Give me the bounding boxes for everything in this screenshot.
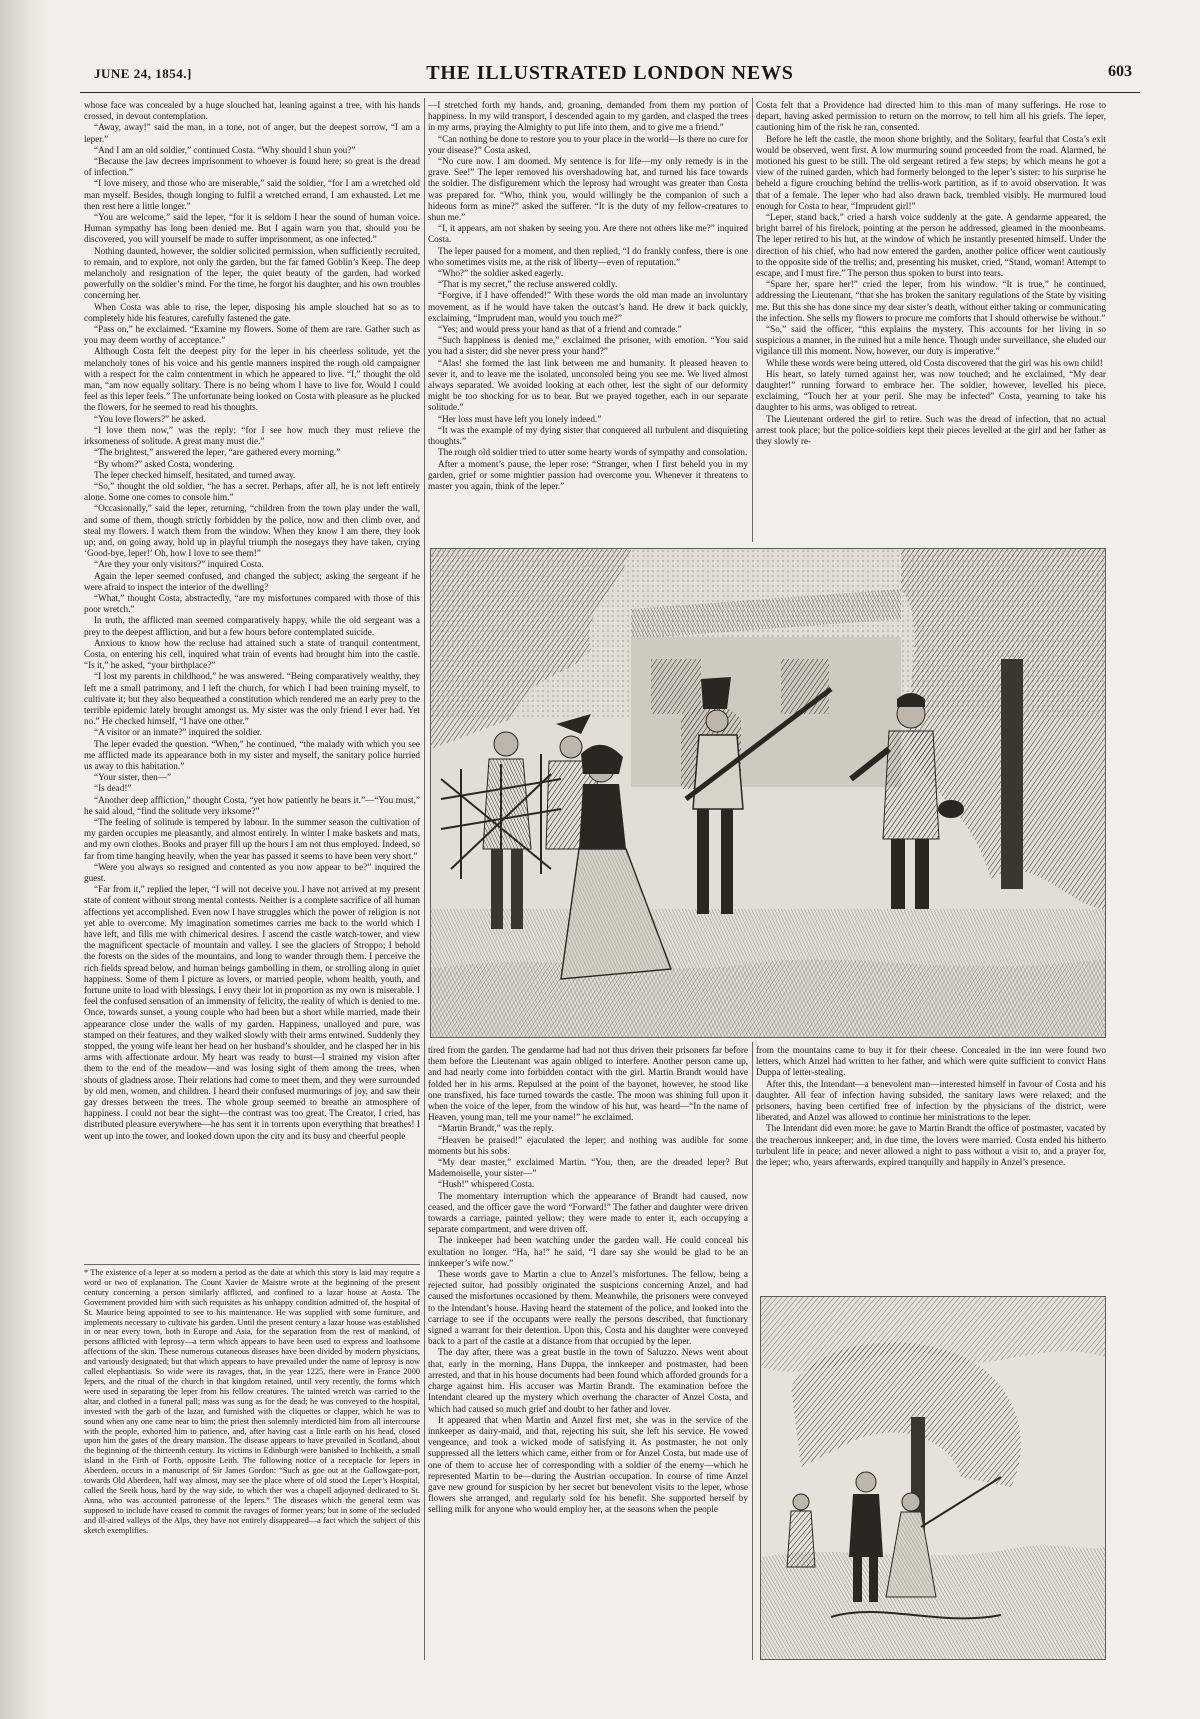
paragraph: These words gave to Martin a clue to Anzel’s misfortunes. The fellow, being a rejected suitor, had possibly originated the suspicions concerning Anzel, and had caused the misfortunes occasioned by them. Meanwhile, the prisoners were conveyed to the Intendant’s house. Having heard the statement of the police, and looked into the carriage to see if the occupants were really the persons described, that functionary signed a warrant for their detention. Upon this, Costa and his daughter were conveyed back to a part of the castle at a distance from that occupied by the leper. [428,1269,748,1347]
paragraph: Nothing daunted, however, the soldier solicited permission, when sufficiently recruited, to remain, and to explore, not only the garden, but the far famed Goblin’s Keep. The deep melancholy and resignation of the leper, the quiet beauty of the garden, had worked powerfully on the soldier’s mind. For the time, he forgot his daughter, and his own troubles concerning her. [84,245,420,301]
article-column-3-continued [756,1045,1106,1285]
paragraph: “Are they your only visitors?” inquired Costa. [94,559,264,570]
article-column-2 [428,100,748,540]
paragraph: “Forgive, if I have offended!” With these words the old man made an involuntary movement, as if he would have taken the outcast’s hand. He drew it back quickly, exclaiming, “Imprudent man, would you touch me?” [428,290,748,323]
paragraph: “That is my secret,” the recluse answered coldly. [438,279,618,290]
paragraph: “Because the law decrees imprisonment to whoever is found here; so great is the dread of infection.” [84,156,420,178]
paragraph: “What,” thought Costa, abstractedly, “are my misfortunes compared with those of this poor wretch.” [84,592,420,615]
footnote-rule [84,1264,420,1265]
article-column-1 [84,100,420,1262]
paragraph: Anxious to know how the recluse had attained such a state of tranquil contentment, Costa, on entering his cell, inquired what train of events had brought him into the castle. “Is it,” he asked, “your birthplace?” [84,637,420,671]
article-column-3 [756,100,1106,540]
paragraph: “You are welcome,” said the leper, “for it is seldom I hear the sound of human voice. Human sympathy has long been denied me. But I again warn you that, should you be discovered, you will yourself be made to suffer imprisonment, as one infected.” [84,212,420,245]
paragraph: “Her loss must have left you lonely indeed.” [438,413,602,424]
footnote [84,1268,420,1658]
paragraph: “Your sister, then—” [94,772,172,783]
paragraph: The leper evaded the question. “When,” he continued, “the malady with which you see me afflicted made its appearance both in my sister and myself, the sanitary police hurried us away to this habitation.” [84,738,420,771]
page-number: 603 [1108,63,1132,80]
paragraph: —I stretched forth my hands, and, groaning, demanded from them my portion of happiness. In my wild transport, I descended again to my garden, and clasped the trees in my arms, praying the Almighty to put life into them, and to give me a friend.” [428,100,748,133]
paragraph: The innkeeper had been watching under the garden wall. He could conceal his exultation no longer. “Ha, ha!” he said, “I dare say she would be glad to be an innkeeper’s wife now.” [428,1235,748,1268]
engraving-garden-arrest-scene [430,548,1106,1038]
paragraph: “And I am an old soldier,” continued Costa. “Why should I shun you?” [94,144,356,155]
paragraph: “The feeling of solitude is tempered by labour. In the summer season the cultivation of my garden occupies me pleasantly, and almost entirely. In winter I make baskets and mats, and my own clothes. Books and prayer fill up the hours I am not thus employed. Indeed, so far from time hanging heavily, when the year has passed it seems to have been very short.” [84,817,420,861]
paragraph: from the mountains came to buy it for their cheese. Concealed in the inn were found two letters, which Anzel had written to her father, and which were quite sufficient to convict Hans Duppa of letter-stealing. [756,1045,1106,1078]
paragraph: Before he left the castle, the moon shone brightly, and the Solitary, fearful that Costa’s exit would be observed, went first. A low murmuring sound proceeded from the road. Alarmed, he motioned his guest to be still. The old sergeant retired a few steps; by which means he got a view of the ruined garden, which had formerly belonged to the leper’s sister: to his surprise he beheld a figure crouching behind the trellis-work partition, as if to avoid observation. It was that of a female. The leper who had also drawn back, trembled visibly. He murmured loud enough for Costa to hear, “Imprudent girl!” [756,133,1106,211]
paragraph: The momentary interruption which the appearance of Brandt had caused, now ceased, and the officer gave the word “Forward!” The father and daughter were driven towards a carriage, painted yellow; they were made to enter it, each occupying a separate compartment, and were driven off. [428,1190,748,1235]
paragraph: After a moment’s pause, the leper rose: “Stranger, when I first beheld you in my garden, grief or some mightier passion had overcome you. Whenever it threatens to master you again, think of the leper.” [428,458,748,491]
paragraph: tired from the garden. The gendarme had had not thus driven their prisoners far before them before the Lieutenant was again obliged to interfere. Another person came up, and had nearly come into forbidden contact with the girl. Martin Brandt would have folded her in his arms. Repulsed at the point of the bayonet, however, he stood like one transfixed, his face turned towards the castle. The moon was shining full upon it when the voice of the leper, from the window of his hut, was heard—“In the name of Heaven, young man, tell me your name!” he exclaimed. [428,1045,748,1123]
paragraph: The day after, there was a great bustle in the town of Saluzzo. News went about that, early in the morning, Hans Duppa, the innkeeper and postmaster, had been arrested, and that in his house documents had been found which afforded grounds for a charge against him. His accuser was Martin Brandt. The examination before the Intendant cleared up the mystery which overhung the character of Anzel Costa, and which had caused so much grief and doubt to her father and lover. [428,1347,748,1414]
paragraph: “Hush!” whispered Costa. [438,1179,535,1190]
publication-title: THE ILLUSTRATED LONDON NEWS [426,62,794,84]
paragraph: “Heaven be praised!” ejaculated the leper; and nothing was audible for some moments but his sobs. [428,1134,748,1156]
paragraph: “By whom?” asked Costa, wondering. [94,458,235,469]
paragraph: “The brightest,” answered the leper, “are gathered every morning.” [94,447,341,458]
engraving-wedding-party-drawing [761,1297,1105,1659]
paragraph: “Another deep affliction,” thought Costa, “yet how patiently he bears it.”—“You must,” he said aloud, “find the solitude very irksome?” [84,794,420,816]
paragraph: whose face was concealed by a huge slouched hat, leaning against a tree, with his hands crossed, in devout contemplation. [84,100,420,122]
paragraph: “My dear master,” exclaimed Martin. “You, then, are the dreaded leper? But Mademoiselle, your sister—” [428,1157,748,1179]
paragraph: “I love them now,” was the reply; “for I see how much they must relieve the irksomeness of solitude. A great many must die.” [84,424,420,447]
paragraph: “Yes; and would press your hand as that of a friend and comrade.” [438,324,682,335]
paragraph: “Pass on,” he exclaimed. “Examine my flowers. Some of them are rare. Gather such as you may deem worthy of acceptance.” [84,324,420,346]
paragraph: “Such happiness is denied me,” exclaimed the prisoner, with emotion. “You said you had a sister; did she never press your hand?” [428,335,748,357]
paragraph: The Intendant did even more: he gave to Martin Brandt the office of postmaster, vacated by the treacherous innkeeper; and, in due time, the lovers were married. Costa ended his hitherto turbulent life in peace; and never allowed a night to pass without a visit to, and a prayer for, the leper; who, years afterwards, expired tranquilly and happily in Anzel’s presence. [756,1123,1106,1168]
column-divider-1 [424,98,425,1660]
engraving-garden-arrest-drawing [431,549,1105,1037]
paragraph: “Away, away!” said the man, in a tone, not of anger, but the deepest sorrow, “I am a leper.” [84,122,420,144]
article-column-2-continued [428,1045,748,1659]
paragraph: “So,” said the officer, “this explains the mystery. This accounts for her living in so suspicious a manner, in the ruined hut a mile hence. Though under surveillance, she eluded our vigilance till this moment. Now, however, our duty is imperative.” [756,324,1106,357]
column-divider-3 [752,1042,753,1660]
paragraph: Again the leper seemed confused, and changed the subject; asking the sergeant if he were afraid to inspect the interior of the dwelling? [84,570,420,592]
paragraph: “No cure now. I am doomed. My sentence is for life—my only remedy is in the grave. See!” The leper removed his overshadowing hat, and turned his face towards the soldier. The disfigurement which the leprosy had wrought was greater than Costa was prepared for. “Who, think you, would willingly be the companion of such a hideous form as mine?” asked the sufferer. “It is the duty of my fellow-creatures to shun me.” [428,156,748,223]
paragraph: It appeared that when Martin and Anzel first met, she was in the service of the innkeeper as dairy-maid, and that, rejecting his suit, she left his service. He vowed vengeance, and took a wicked mode of satisfying it. As postmaster, he not only suppressed all the letters which came, either from or for Anzel Costa, but made use of one of them to accuse her of corresponding with a soldier of the enemy—which he represented Martin to be—during the Austrian occupation. In course of time Anzel gave new ground for suspicion by her secret but benevolent visits to the leper, whose flowers she arranged, and regularly sold for his benefit. She supported herself by selling milk for anyone who would employ her, at the seasons when the people [428,1414,748,1515]
paragraph: “Who?” the soldier asked eagerly. [438,268,564,279]
masthead-rule [80,92,1140,93]
paragraph: “I love misery, and those who are miserable,” said the soldier, “for I am a wretched old man myself. Besides, though longing to fulfil a wretched errand, I am exhausted. Let me then rest here a little longer.” [84,178,420,211]
paragraph: “Far from it,” replied the leper, “I will not deceive you. I have not arrived at my present state of content without strong mental contests. Neither is a complete sacrifice of all human affections yet accomplished. Even now I have struggles which the power of religion is not yet able to overcome. My imagination sometimes carries me back to the world which I have left, and fills me with chimerical desires. I ascend the castle watch-tower, and view the magnificent spectacle of mountain and valley. I see the glaciers of Stroppo; I behold the forests on the sides of the mountains, and long to wander through them. I perceive the rich fields spread below, and human beings gambolling in them, or strolling along in quiet happiness. Some of them I picture as lovers, or married people, whom health, youth, and fortune unite to load with blessings. I envy their lot in proportion as my own is miserable. I feel the confused sensation of an immensity of felicity, the reality of which is denied to me. Once, towards sunset, a young couple who had been but a short while married, made their appearance close under the walls of my garden. Happiness, unalloyed and pure, was stamped on their features, and they walked slowly with their arms entwined. Suddenly they stopped, the young wife leant her head on her husband’s shoulder, and he clasped her in his arms with affectionate ardour. My heart was ready to burst—I strained my vision after them to the end of the meadow—and was losing sight of them among the trees, when shouts of gladness arose. Their relations had come to meet them, and they were surrounded by old men, women, and children. I heard their confused murmurings of joy, and saw their gay dresses between the trees. The whole group seemed to breathe an atmosphere of happiness. I could not bear the sight—the contrast was too great. The Creator, I cried, has distributed pleasure everywhere—he has sent it in torrents upon everything that breathes! I went up into the tower, and looked down upon the city and its busy and cheerful people [84,884,420,1141]
paragraph: “You love flowers?” he asked. [94,413,206,424]
paragraph: Although Costa felt the deepest pity for the leper in his cheerless solitude, yet the melancholy tones of his voice and his gentle manners inspired the rough old campaigner with a respect for the calm contentment in which he appeared to live. “I,” thought the old man, “am now equally solitary. There is no being whom I have to live for. Would I could feel as this leper feels.” The unfortunate being looked on Costa with pleasure as he plucked the flowers, for he seemed to read his thoughts. [84,346,420,413]
paragraph: “So,” thought the old soldier, “he has a secret. Perhaps, after all, he is not left entirely alone. Some one comes to console him.” [84,480,420,503]
paragraph: The leper checked himself, hesitated, and turned away. [94,469,296,480]
masthead [80,60,1140,88]
paragraph: * The existence of a leper at so modern a period as the date at which this story is laid may require a word or two of explanation. The Count Xavier de Maistre wrote at the beginning of the present century concerning a person similarly afflicted, and confined to a lazar house at Aosta. The Government provided him with such requisites as his unhappy condition admitted of, the hospital of St. Maurice being appointed to see to his maintenance. He was supplied with some furniture, and implements necessary to cultivate his garden. Until the present century a lazar house was established in or near every town, both in Europe and Asia, for the separation from the rest of mankind, of persons afflicted with leprosy—a term which appears to have been used to express and loathsome affections of the skin. These numerous cutaneous diseases have been divided by modern physicians, and variously designated; but that which appears to have prevailed under the name of leprosy is now called elephantiasis. So wide were its ravages, that, in the year 1225, there were in France 2000 lepers, and the ritual of the church in that kingdom retained, until very recently, the forms which were used in separating the leper from his fellow creatures. The tainted wretch was carried to the altar, and clothed in a funeral pall; mass was sung as for the dead; he was conveyed to the hospital, invested with the garb of the lazar, and furnished with the cliquettes or clapper, which he was to sound when any one came near to him; the priest then solemnly interdicted him from all intercourse with the people, exhorted him to patience, and, after having cast a little earth on his head, closed upon him the gates of the dreary mansion. The disease appears to have prevailed in Scotland, about the beginning of the thirteenth century. Its victims in Edinburgh were banished to Inchkeith, a small island in the Firth of Forth, opposite Leith. The following notice of a receptacle for lepers in Aberdeen, occurs in a manuscript of Sir James Gordon: “Such as goe out at the Gallowgate-port, towards Old Aberdeen, half way almost, may see the place where of old stood the Leper’s Hospital, called the Seeik hous, hard by the way side, to which ther was a chapell adjoyned dedicated to St. Anna, who was accounted patronesse of the lepers.” The diseases which the general term was supposed to include have ceased to commit the ravages of former years; but in some of the secluded and ill-aired valleys of the Alps, they have not entirely disappeared—a fact which the subject of this sketch exemplifies. [84,1268,420,1535]
paragraph: “I, it appears, am not shaken by seeing you. Are there not others like me?” inquired Costa. [428,223,748,245]
paragraph: “Were you always so resigned and contented as you now appear to be?” inquired the guest. [84,861,420,884]
paragraph: In truth, the afflicted man seemed comparatively happy, while the old sergeant was a prey to the deepest affliction, and but a few hours before contemplated suicide. [84,615,420,637]
page-gutter-shadow [0,0,46,1719]
paragraph: “Martin Brandt,” was the reply. [438,1123,554,1134]
paragraph: The rough old soldier tried to utter some hearty words of sympathy and consolation. [438,447,748,458]
paragraph: “Can nothing be done to restore you to your place in the world—Is there no cure for your disease?” Costa asked. [428,133,748,155]
paragraph: “Is dead!” [94,783,132,794]
paragraph: After this, the Intendant—a benevolent man—interested himself in favour of Costa and his daughter. All fear of infection having subsided, the sanitary laws were relaxed; and the prisoners, having been certified free of infection by the physicians of the district, were liberated, and Anzel was allowed to continue her ministrations to the leper. [756,1078,1106,1123]
paragraph: While these words were being uttered, old Costa discovered that the girl was his own child! [766,357,1103,368]
engraving-wedding-party-scene [760,1296,1106,1660]
paragraph: His heart, so lately turned against her, was now touched; and he exclaimed, “My dear daughter!” running forward to embrace her. The soldier, however, levelled his piece, exclaiming, “Touch her at your peril. She may be infected” Costa, yearning to take his daughter to his arms, was obliged to retreat. [756,368,1106,413]
paragraph: “A visitor or an inmate?” inquired the soldier. [94,727,262,738]
paragraph: “Spare her, spare her!” cried the leper, from his window. “It is true,” he continued, addressing the Lieutenant, “that she has broken the sanitary regulations of the State by visiting me. But this she has done since my dear sister’s death, without either taking or communicating the infection. She sells my flowers to procure me comforts that I should otherwise be without.” [756,279,1106,323]
paragraph: When Costa was able to rise, the leper, disposing his ample slouched hat so as to completely hide his features, carefully fastened the gate. [84,301,420,323]
paragraph: “Occasionally,” said the leper, returning, “children from the town play under the wall, and some of them, though strictly forbidden by the police, now and then climb over, and steal my flowers. I watch them from the window. When they know I am there, they look up; and, on going away, hold up in playful triumph the nosegays they have taken, crying ‘Good-bye, leper!’ Oh, how I love to see them!” [84,503,420,559]
paragraph: “I lost my parents in childhood,” he was answered. “Being comparatively wealthy, they left me a small patrimony, and I left the church, for which I had been training myself, to cultivate it; but they also bequeathed a constitution which rendered me an early prey to the terrible epidemic lately brought amongst us. My sister was the only friend I ever had. Yet no.” He checked himself, “I have one other.” [84,671,420,727]
column-divider-2 [752,98,753,542]
issue-date: JUNE 24, 1854.] [94,66,192,81]
paragraph: “Leper, stand back,” cried a harsh voice suddenly at the gate. A gendarme appeared, the bright barrel of his firelock, pointing at the person he addressed, gleamed in the moonbeams. The leper retired to his hut, at the window of which he instantly presented himself. Under the direction of his chief, who had now entered the garden, another police officer went cautiously to the opposite side of the trellis; and, presenting his musket, cried, “Stand, woman! Attempt to escape, and I must fire.” The person thus spoken to burst into tears. [756,212,1106,279]
paragraph: “It was the example of my dying sister that conquered all turbulent and disquieting thoughts.” [428,424,748,447]
paragraph: “Alas! she formed the last link between me and humanity. It pleased heaven to sever it, and to leave me the isolated, unconsoled being you see me. We lived almost always separated. We avoided looking at each other, lest the sight of our deformity might be too shocking for us to bear. But we prayed together, each in our separate solitude.” [428,357,748,413]
paragraph: Costa felt that a Providence had directed him to this man of many sufferings. He rose to depart, having asked permission to return on the morrow, to tell him all his griefs. The leper, cautioning him of the risk he ran, consented. [756,100,1106,133]
paragraph: The leper paused for a moment, and then replied, “I do frankly confess, there is one who sometimes visits me, at the risk of liberty—even of reputation.” [428,245,748,267]
paragraph: The Lieutenant ordered the girl to retire. Such was the dread of infection, that no actual arrest took place; but the police-soldiers kept their pieces levelled at the girl and her father as they slowly re- [756,413,1106,447]
